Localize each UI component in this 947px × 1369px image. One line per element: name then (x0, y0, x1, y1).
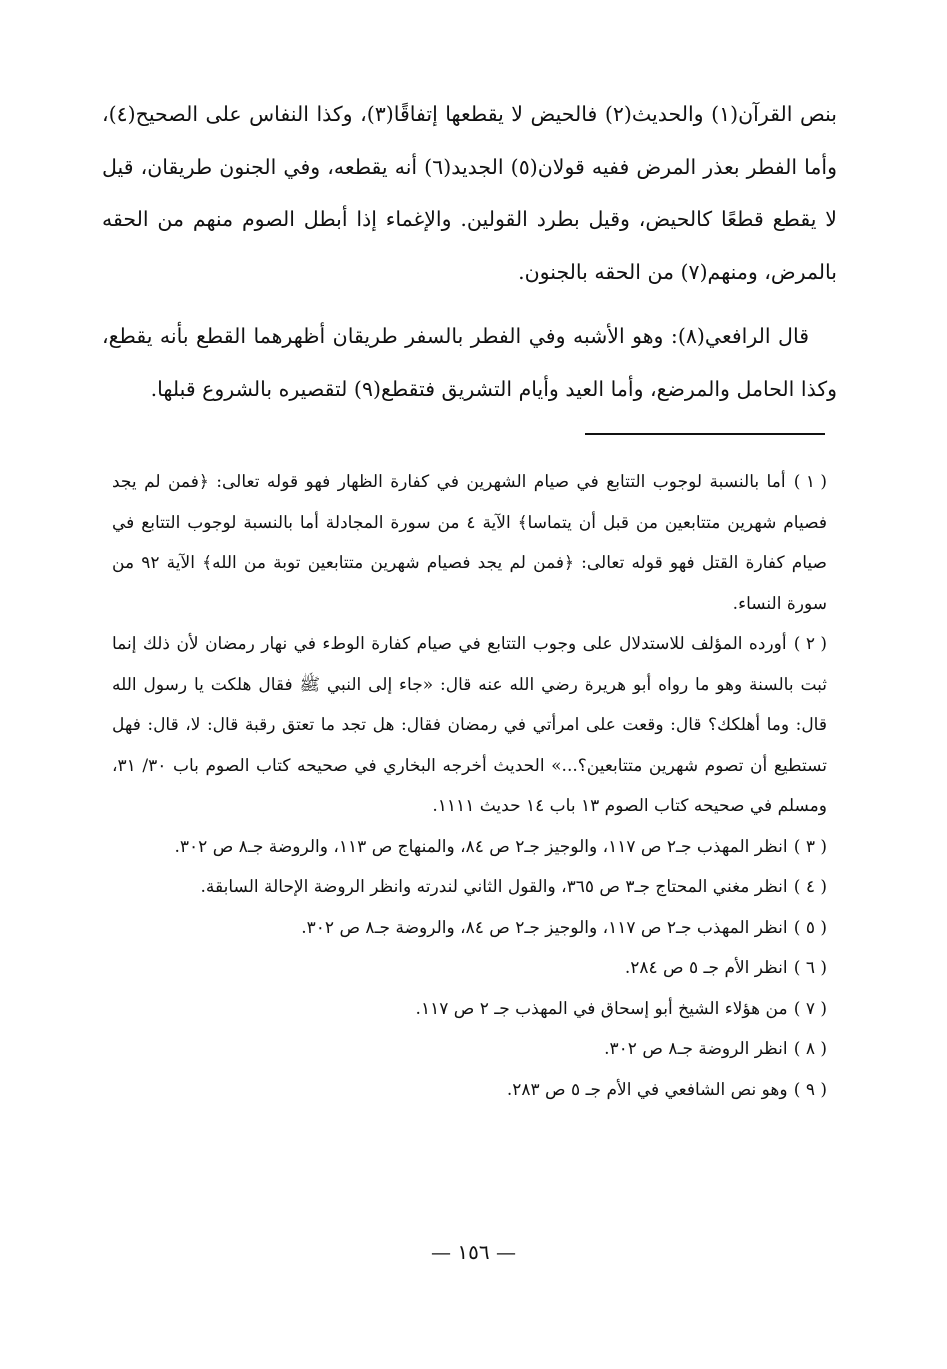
footnote-1 (112, 462, 827, 624)
footnote-9 (112, 1070, 827, 1111)
footnote-7 (112, 989, 827, 1030)
footnote-3 (112, 827, 827, 868)
footnote-6 (112, 948, 827, 989)
footnote-number: ( ٤ ) (793, 877, 827, 897)
footnote-number: ( ٨ ) (793, 1039, 827, 1059)
footnote-text: من هؤلاء الشيخ أبو إسحاق في المهذب جـ ٢ ص ١١٧. (415, 998, 788, 1019)
footnote-text: انظر الأم جـ ٥ ص ٢٨٤. (624, 958, 788, 978)
footnote-text: انظر المهذب جـ٢ ص ١١٧، والوجيز جـ٢ ص ٨٤، والروضة جـ٨ ص ٣٠٢. (301, 917, 788, 938)
footnote-number: ( ٢ ) (793, 634, 827, 654)
footnote-text: انظر المهذب جـ٢ ص ١١٧، والوجيز جـ٢ ص ٨٤، والمنهاج ص ١١٣، والروضة جـ٨ ص ٣٠٢. (174, 836, 788, 857)
footnote-number: ( ١ ) (793, 472, 827, 492)
footnote-number: ( ٧ ) (793, 998, 827, 1019)
footnote-text: أورده المؤلف للاستدلال على وجوب التتابع في صيام كفارة الوطء في نهار رمضان لأن ذلك إنما ثبت بالسنة وهو ما رواه أبو هريرة رضي الله عنه قال: «جاء إلى النبي ﷺ فقال هلكت يا رسول الله قال: وما أهلكك؟ قال: وقعت على امرأتي في رمضان فقال: هل تجد ما تعتق رقبة قال: لا، قال: فهل تستطيع أن تصوم شهرين متتابعين؟...» الحديث أخرجه البخاري في صحيحه كتاب الصوم باب ٣٠/ ٣١، ومسلم في صحيحه كتاب الصوم ١٣ باب ١٤ حديث ١١١١. (112, 634, 828, 816)
footnote-number: ( ٩ ) (793, 1079, 827, 1100)
footnote-text: أما بالنسبة لوجوب التتابع في صيام الشهرين في كفارة الظهار فهو قوله تعالى: ﴿فمن لم يجد فصيام شهرين متتابعين من قبل أن يتماسا﴾ الآية ٤ من سورة المجادلة أما بالنسبة لوجوب التتابع في صيام كفارة القتل فهو قوله تعالى: ﴿فمن لم يجد فصيام شهرين متتابعين توبة من الله﴾ الآية ٩٢ من سورة النساء. (112, 472, 827, 614)
main-paragraph-1: بنص القرآن(١) والحديث(٢) فالحيض لا يقطعها إتفاقًا(٣)، وكذا النفاس على الصحيح(٤)، وأما الفطر بعذر المرض ففيه قولان(٥) الجديد(٦) أنه يقطعه، وفي الجنون طريقان، قيل لا يقطع قطعًا كالحيض، وقيل بطرد القولين. والإغماء إذا أبطل الصوم منهم من الحقه بالمرض، ومنهم(٧) من الحقه بالجنون. (102, 102, 837, 284)
footnotes (112, 462, 827, 1110)
main-text (102, 88, 837, 415)
footnote-text: انظر مغني المحتاج جـ٣ ص ٣٦٥، والقول الثاني لندرته وانظر الروضة الإحالة السابقة. (200, 877, 788, 897)
footnote-text: انظر الروضة جـ٨ ص ٣٠٢. (604, 1039, 788, 1059)
footnote-4 (112, 867, 827, 908)
main-paragraph-2: قال الرافعي(٨): وهو الأشبه وفي الفطر بالسفر طريقان أظهرهما القطع بأنه يقطع، وكذا الحامل والمرضع، وأما العيد وأيام التشريق فتقطع(٩) لتقصيره بالشروع قبلها. (102, 324, 837, 401)
footnote-8 (112, 1029, 827, 1070)
footnote-2 (112, 624, 827, 827)
footnote-number: ( ٣ ) (793, 836, 827, 857)
footnote-text: وهو نص الشافعي في الأم جـ ٥ ص ٢٨٣. (506, 1079, 788, 1100)
footnote-5 (112, 908, 827, 949)
footnote-number: ( ٥ ) (793, 917, 827, 938)
footnote-separator (585, 433, 825, 435)
page-number: — ١٥٦ — (431, 1240, 516, 1264)
footnote-number: ( ٦ ) (793, 958, 827, 978)
